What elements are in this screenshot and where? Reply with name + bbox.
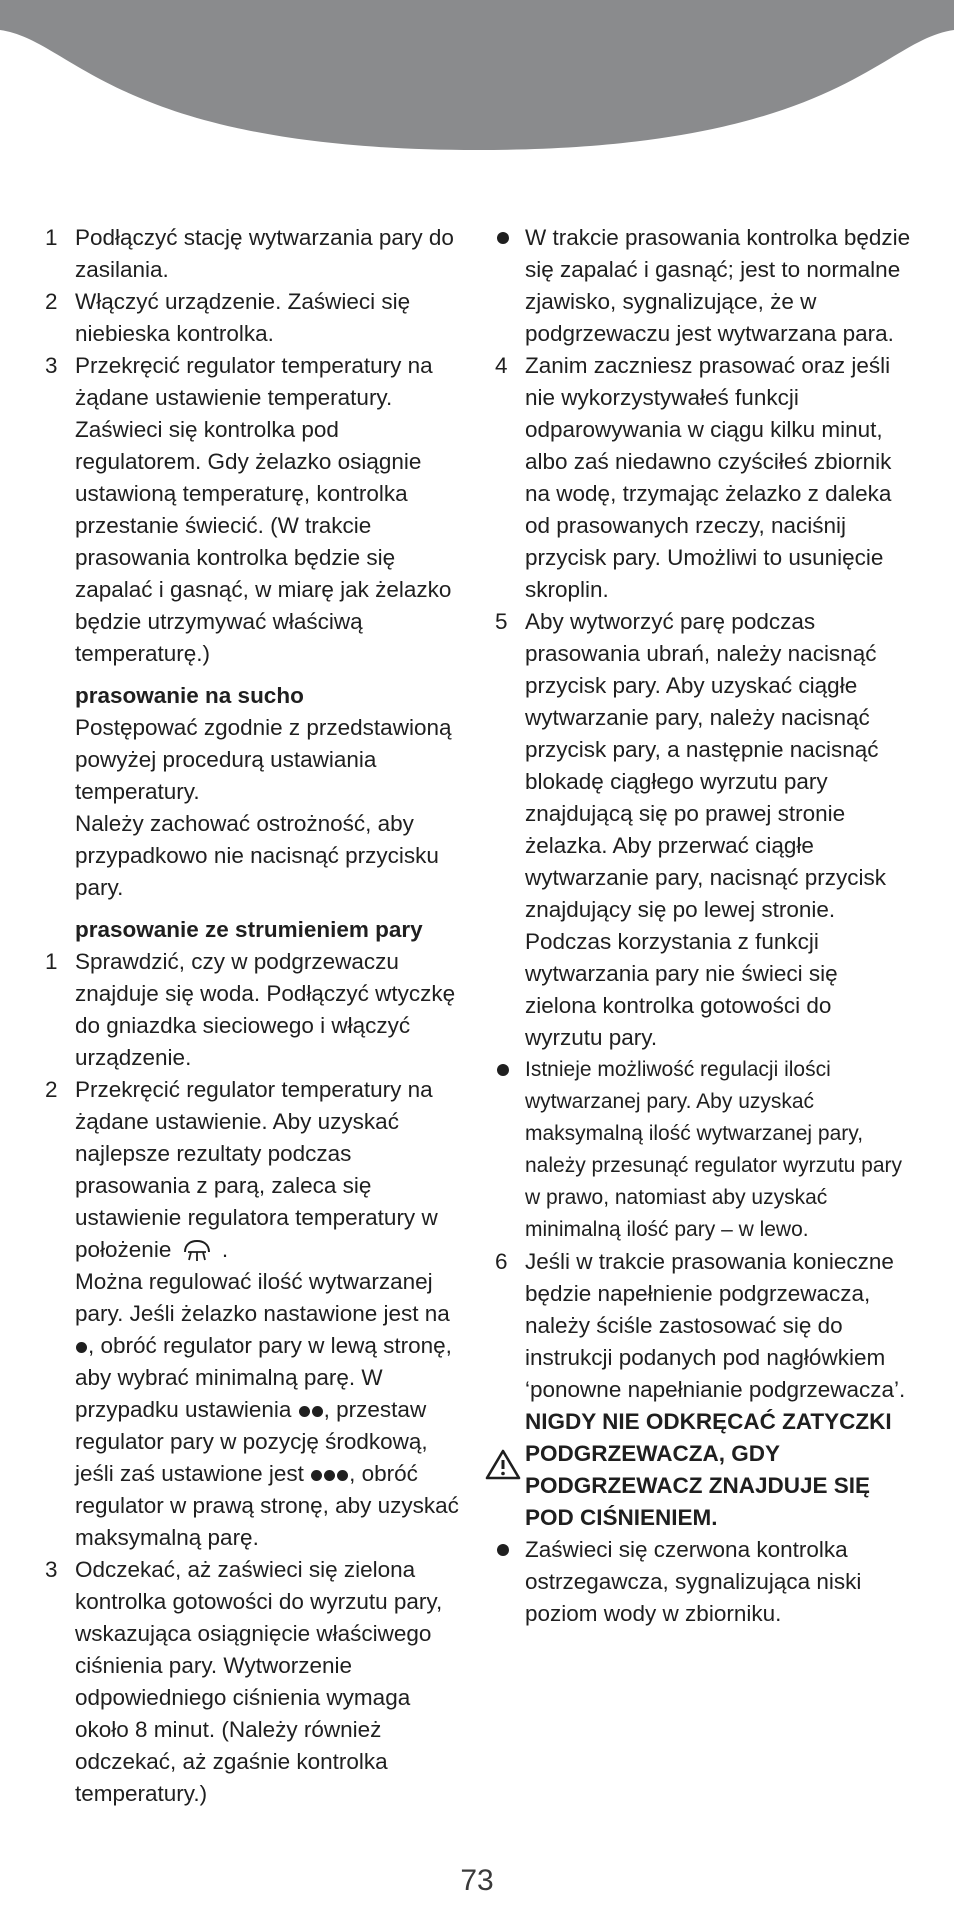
- bullet-text: W trakcie prasowania kontrolka będzie się zapalać i gasnąć; jest to normalne zjawisko, sygnalizujące, że w podgrzewaczu jest wytwarzana para.: [525, 225, 911, 346]
- steam-level-3-icon: [324, 1470, 335, 1481]
- bullet-item: [495, 222, 915, 350]
- warning-triangle-icon: [485, 1448, 521, 1480]
- list-item: [495, 606, 915, 1054]
- warning-text: NIGDY NIE ODKRĘCAĆ ZATYCZKI PODGRZEWACZA, GDY PODGRZEWACZ ZNAJDUJE SIĘ POD CIŚNIENIEM.: [525, 1409, 892, 1530]
- step-text: .: [221, 1237, 229, 1262]
- step-text: Odczekać, aż zaświeci się zielona kontrolka gotowości do wyrzutu pary, wskazująca osiągnięcie właściwego ciśnienia pary. Wytworzenie odpowiedniego ciśnienia wymaga około 8 minut. (Należy również odczekać, aż zgaśnie kontrolka temperatury.): [75, 1557, 443, 1806]
- list-item: [45, 946, 465, 1074]
- page-number: 73: [460, 1864, 494, 1897]
- steam-amount-text: Można regulować ilość wytwarzanej pary. Jeśli żelazko nastawione jest: [75, 1269, 433, 1326]
- steam-level-3-icon: [311, 1470, 322, 1481]
- steam-amount-text: , przestaw regulator pary w pozycję środkową, jeśli zaś ustawione jest: [75, 1397, 428, 1486]
- list-item: [495, 350, 915, 606]
- bullet-text: Zaświeci się czerwona kontrolka ostrzegawcza, sygnalizująca niski poziom wody w zbiorniku.: [525, 1537, 862, 1626]
- bullet-icon: [497, 1544, 509, 1556]
- list-item: [45, 1074, 465, 1554]
- step-number: 2: [45, 289, 58, 314]
- bullet-icon: [497, 1064, 509, 1076]
- steam-amount-text: W przypadku ustawienia: [75, 1365, 383, 1422]
- step-number: 3: [45, 1557, 58, 1582]
- steam-amount-text: , obróć regulator pary w lewą stronę, aby wybrać minimalną parę.: [75, 1333, 452, 1390]
- step-number: 1: [45, 949, 58, 974]
- steam-level-1-icon: [76, 1342, 87, 1353]
- steam-amount-text: na: [424, 1301, 450, 1326]
- steam-ironing-heading: prasowanie ze strumieniem pary: [75, 917, 423, 942]
- step-text: Włączyć urządzenie. Zaświeci się niebieska kontrolka.: [75, 289, 411, 346]
- bullet-item: [495, 1054, 915, 1246]
- dry-ironing-paragraph: Należy zachować ostrożność, aby przypadkowo nie nacisnąć przycisku pary.: [75, 811, 439, 900]
- bullet-item: [495, 1534, 915, 1630]
- step-number: 6: [495, 1249, 508, 1274]
- step-text: Aby wytworzyć parę podczas prasowania ubrań, należy nacisnąć przycisk pary. Aby uzyskać ciągłe wytwarzanie pary, należy nacisnąć przycisk pary, a następnie nacisnąć blokadę ciągłego wyrzutu pary znajdującą się po prawej stronie żelazka. Aby przerwać ciągłe wytwarzanie pary, nacisnąć przycisk znajdujący się po lewej stronie. Podczas korzystania z funkcji wytwarzania pary nie świeci się zielona kontrolka gotowości do wyrzutu pary.: [525, 609, 886, 1050]
- step-text: Sprawdzić, czy w podgrzewaczu znajduje się woda. Podłączyć wtyczkę do gniazdka sieciowego i włączyć urządzenie.: [75, 949, 456, 1070]
- steam-level-3-icon: [337, 1470, 348, 1481]
- step-number: 5: [495, 609, 508, 634]
- step-text: Przekręcić regulator temperatury na żądane ustawienie temperatury. Zaświeci się kontrolka pod regulatorem. Gdy żelazko osiągnie ustawioną temperaturę, kontrolka przestanie świecić. (W trakcie prasowania kontrolka będzie się zapalać i gasnąć, w miarę jak żelazko będzie utrzymywać właściwą temperaturę.): [75, 353, 452, 666]
- step-text: Zanim zaczniesz prasować oraz jeśli nie wykorzystywałeś funkcji odparowywania w ciągu kilku minut, albo zaś niedawno czyściłeś zbiornik na wodę, trzymając żelazko z daleka od prasowanych rzeczy, naciśnij przycisk pary. Umożliwi to usunięcie skroplin.: [525, 353, 892, 602]
- steam-setting-icon: [182, 1238, 212, 1264]
- bullet-text: Istnieje możliwość regulacji ilości wytwarzanej pary. Aby uzyskać maksymalną ilość wytwarzanej pary, należy przesunąć regulator wyrzutu pary w prawo, natomiast aby uzyskać minimalną ilość pary – w lewo.: [525, 1058, 903, 1241]
- step-number: 3: [45, 353, 58, 378]
- list-item: [45, 286, 465, 350]
- steam-level-2-icon: [312, 1406, 323, 1417]
- list-item: [45, 222, 465, 286]
- warning-block: [495, 1406, 915, 1534]
- list-item: [495, 1246, 915, 1406]
- dry-ironing-paragraph: Postępować zgodnie z przedstawioną powyżej procedurą ustawiania temperatury.: [75, 715, 452, 804]
- dry-ironing-heading: prasowanie na sucho: [75, 683, 304, 708]
- list-item: [45, 1554, 465, 1810]
- steam-amount-text: , obróć regulator w prawą stronę, aby uzyskać maksymalną parę.: [75, 1461, 459, 1550]
- steam-level-2-icon: [299, 1406, 310, 1417]
- step-number: 4: [495, 353, 508, 378]
- step-text: Jeśli w trakcie prasowania konieczne będzie napełnienie podgrzewacza, należy ściśle zastosować się do instrukcji podanych pod nagłówkiem ‘ponowne napełnianie podgrzewacza’.: [525, 1249, 906, 1402]
- step-number: 2: [45, 1077, 58, 1102]
- list-item: [45, 350, 465, 670]
- left-column: [45, 222, 465, 1810]
- step-text: w położenie: [75, 1205, 438, 1262]
- step-text: Podłączyć stację wytwarzania pary do zasilania.: [75, 225, 454, 282]
- right-column: [495, 222, 915, 1630]
- bullet-icon: [497, 232, 509, 244]
- step-number: 1: [45, 225, 58, 250]
- step-text: Przekręcić regulator temperatury na żądane ustawienie. Aby uzyskać najlepsze rezultaty podczas prasowania z parą, zaleca się ustawienie regulatora temperatury: [75, 1077, 433, 1230]
- header-band: [0, 0, 954, 160]
